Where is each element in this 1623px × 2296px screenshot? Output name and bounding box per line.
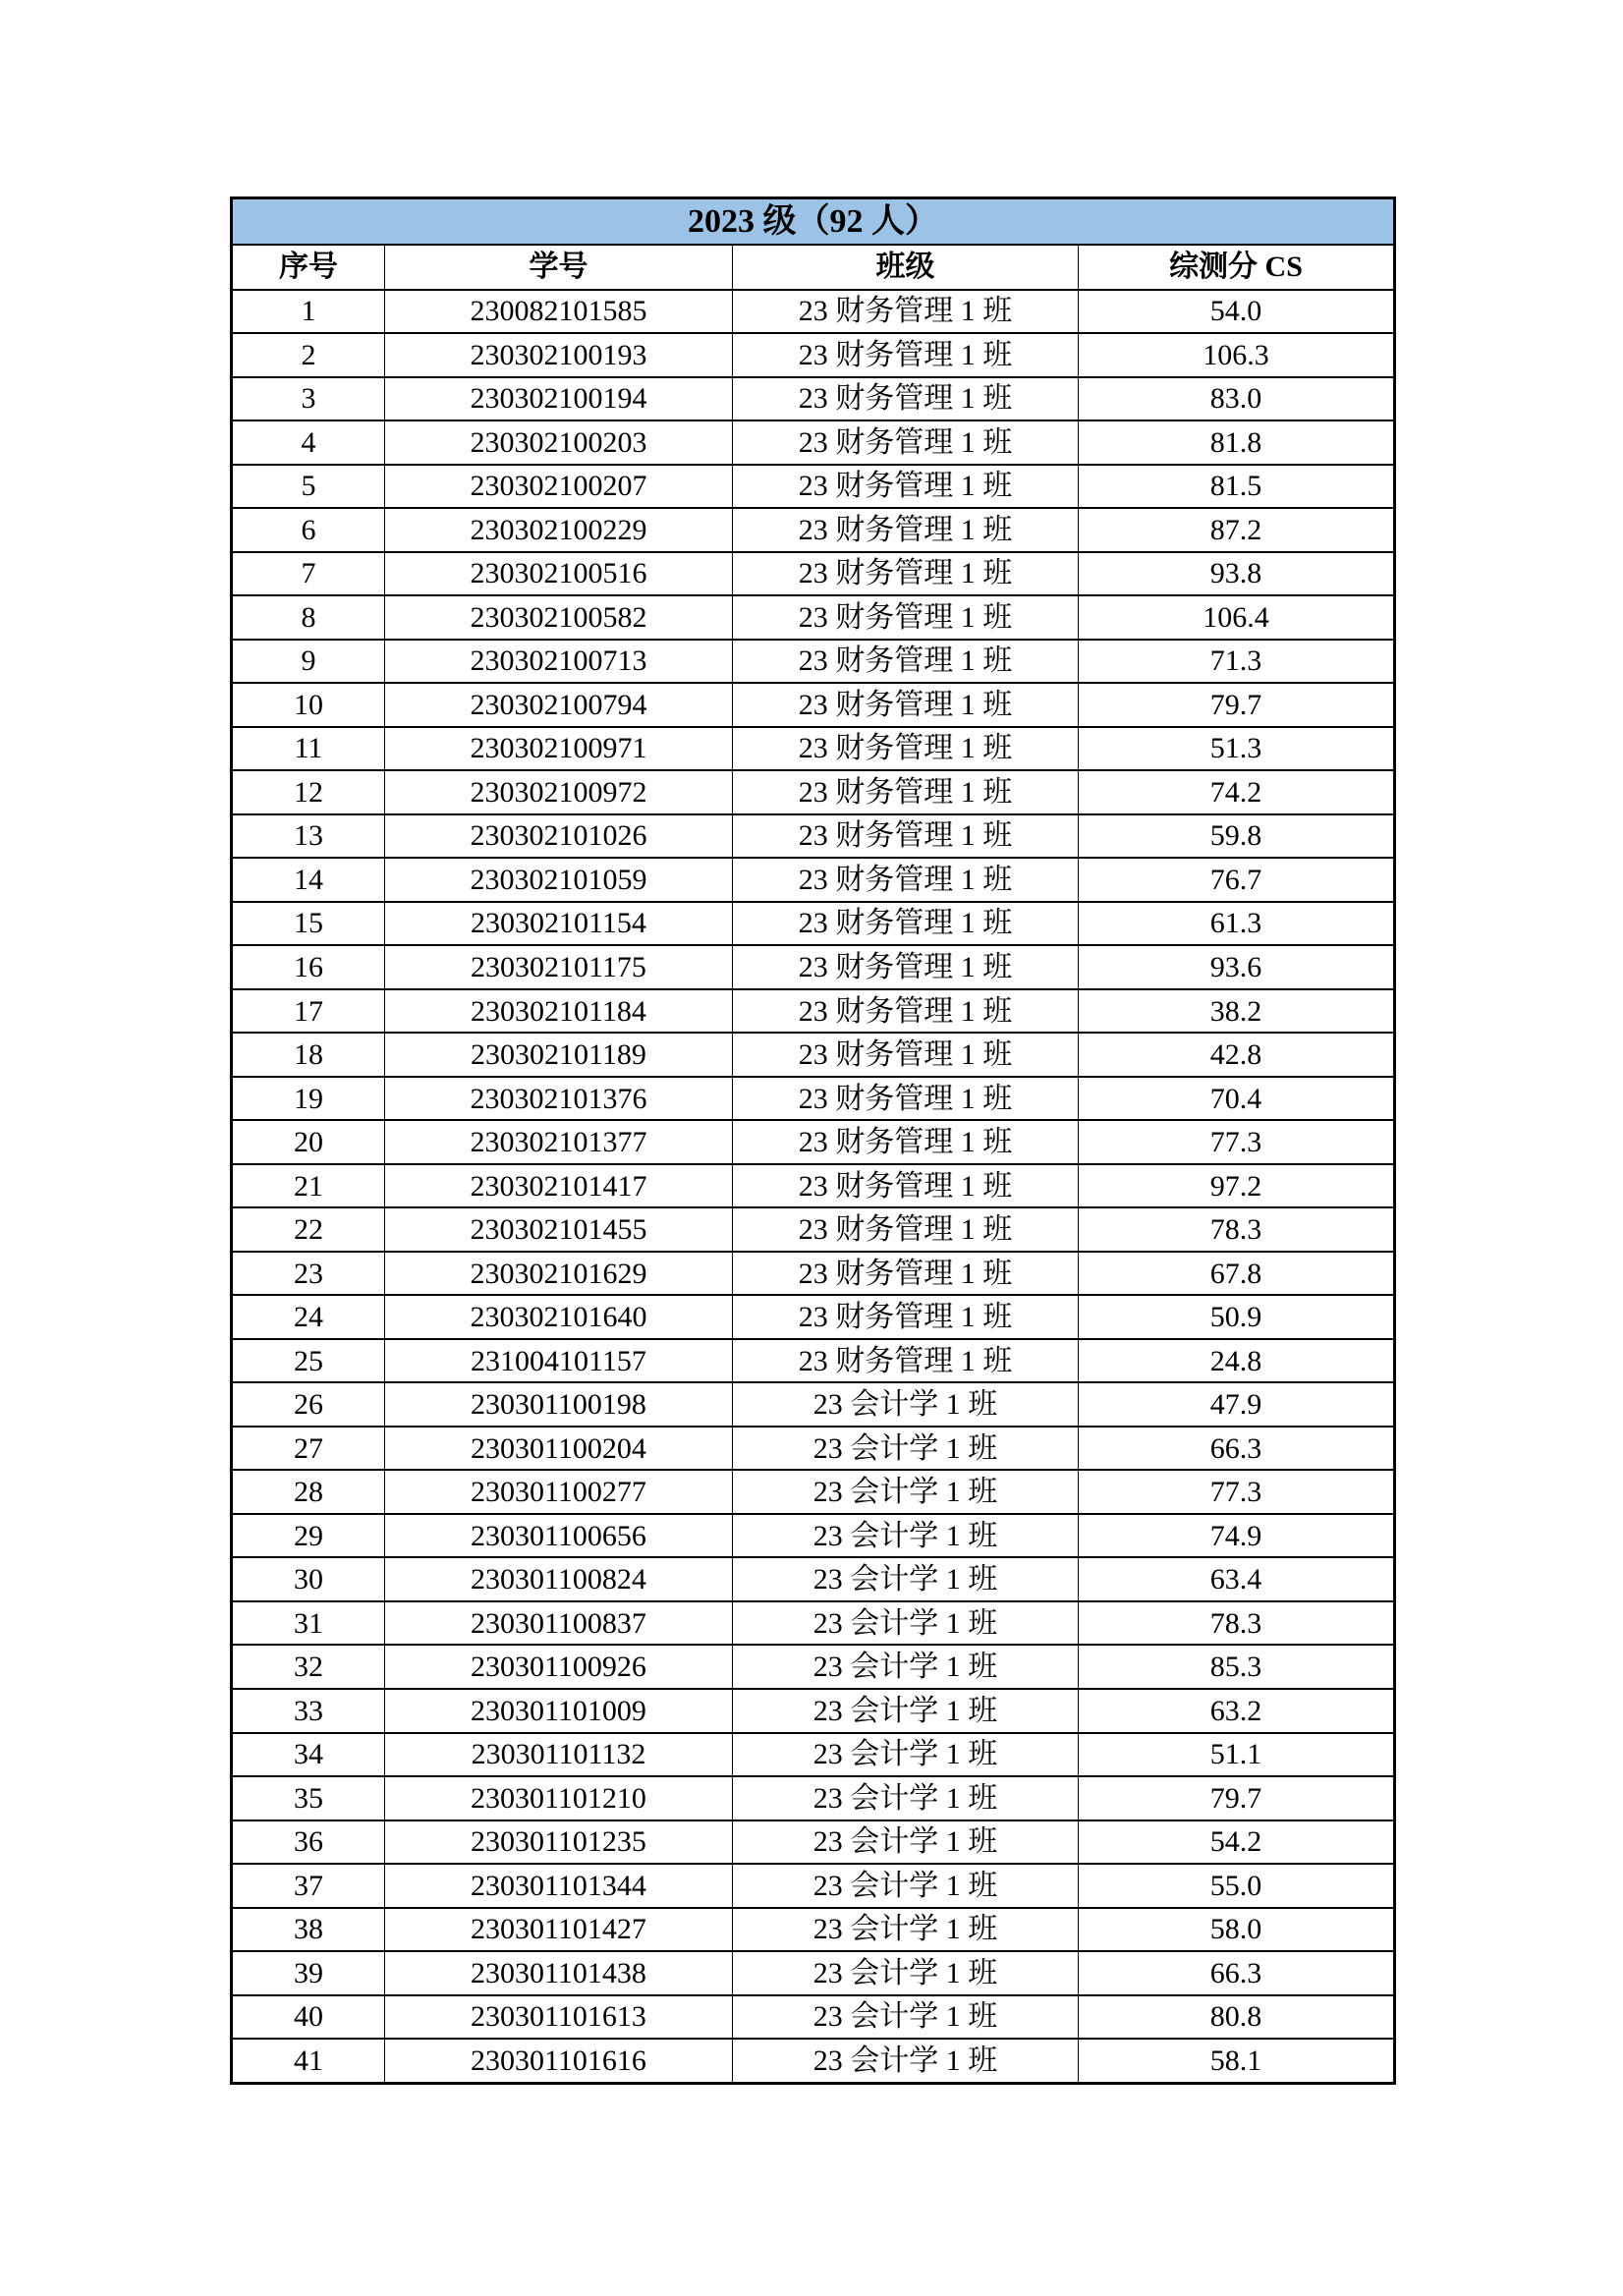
cell-class: 23 财务管理 1 班 (733, 333, 1079, 377)
table-title-row (232, 198, 1395, 245)
table-row (232, 1776, 1395, 1820)
table-row (232, 290, 1395, 334)
cell-student-id: 230302101377 (385, 1120, 733, 1164)
cell-score: 83.0 (1079, 377, 1395, 421)
cell-student-id: 230301101427 (385, 1908, 733, 1952)
cell-score: 63.2 (1079, 1689, 1395, 1733)
table-row (232, 1252, 1395, 1296)
table-row (232, 1601, 1395, 1646)
cell-score: 97.2 (1079, 1164, 1395, 1208)
cell-score: 50.9 (1079, 1295, 1395, 1339)
cell-class: 23 财务管理 1 班 (733, 945, 1079, 989)
cell-score: 77.3 (1079, 1470, 1395, 1514)
cell-index: 37 (232, 1864, 385, 1908)
cell-score: 85.3 (1079, 1645, 1395, 1689)
cell-score: 79.7 (1079, 1776, 1395, 1820)
cell-score: 71.3 (1079, 640, 1395, 684)
cell-class: 23 会计学 1 班 (733, 1601, 1079, 1646)
cell-score: 67.8 (1079, 1252, 1395, 1296)
column-header-index: 序号 (232, 245, 385, 290)
cell-student-id: 230302100229 (385, 508, 733, 552)
cell-index: 9 (232, 640, 385, 684)
table-row (232, 465, 1395, 509)
cell-score: 70.4 (1079, 1077, 1395, 1121)
cell-score: 77.3 (1079, 1120, 1395, 1164)
cell-class: 23 财务管理 1 班 (733, 902, 1079, 946)
cell-class: 23 会计学 1 班 (733, 1820, 1079, 1865)
cell-index: 28 (232, 1470, 385, 1514)
cell-index: 13 (232, 814, 385, 859)
cell-class: 23 财务管理 1 班 (733, 508, 1079, 552)
cell-index: 23 (232, 1252, 385, 1296)
table-row (232, 420, 1395, 465)
cell-index: 31 (232, 1601, 385, 1646)
cell-score: 47.9 (1079, 1382, 1395, 1427)
cell-class: 23 财务管理 1 班 (733, 377, 1079, 421)
cell-score: 78.3 (1079, 1207, 1395, 1252)
cell-class: 23 财务管理 1 班 (733, 1164, 1079, 1208)
cell-score: 106.3 (1079, 333, 1395, 377)
cell-index: 30 (232, 1557, 385, 1601)
cell-index: 4 (232, 420, 385, 465)
cell-score: 58.1 (1079, 2039, 1395, 2083)
cell-class: 23 会计学 1 班 (733, 1470, 1079, 1514)
table-row (232, 508, 1395, 552)
cell-class: 23 会计学 1 班 (733, 2039, 1079, 2083)
table-row (232, 377, 1395, 421)
cell-student-id: 230302101455 (385, 1207, 733, 1252)
table-row (232, 1733, 1395, 1777)
table-row (232, 1295, 1395, 1339)
cell-class: 23 财务管理 1 班 (733, 1207, 1079, 1252)
cell-score: 76.7 (1079, 858, 1395, 902)
table-row (232, 1033, 1395, 1077)
table-row (232, 1427, 1395, 1471)
cell-student-id: 230301100277 (385, 1470, 733, 1514)
cell-student-id: 230302100516 (385, 552, 733, 596)
cell-class: 23 会计学 1 班 (733, 1514, 1079, 1558)
table-row (232, 1645, 1395, 1689)
table-row (232, 858, 1395, 902)
cell-student-id: 230301100204 (385, 1427, 733, 1471)
table-row (232, 2039, 1395, 2083)
cell-student-id: 230301101616 (385, 2039, 733, 2083)
cell-index: 33 (232, 1689, 385, 1733)
cell-index: 19 (232, 1077, 385, 1121)
table-row (232, 727, 1395, 771)
cell-index: 36 (232, 1820, 385, 1865)
table-row (232, 1864, 1395, 1908)
cell-score: 74.9 (1079, 1514, 1395, 1558)
cell-index: 26 (232, 1382, 385, 1427)
cell-score: 87.2 (1079, 508, 1395, 552)
cell-index: 39 (232, 1951, 385, 1995)
cell-class: 23 会计学 1 班 (733, 1864, 1079, 1908)
cell-student-id: 230302101026 (385, 814, 733, 859)
cell-class: 23 财务管理 1 班 (733, 1120, 1079, 1164)
cell-student-id: 230302101154 (385, 902, 733, 946)
cell-student-id: 230302101189 (385, 1033, 733, 1077)
cell-score: 51.3 (1079, 727, 1395, 771)
table-row (232, 595, 1395, 640)
cell-student-id: 230302100207 (385, 465, 733, 509)
cell-score: 55.0 (1079, 1864, 1395, 1908)
cell-index: 11 (232, 727, 385, 771)
cell-class: 23 财务管理 1 班 (733, 1077, 1079, 1121)
column-header-student-id: 学号 (385, 245, 733, 290)
table-row (232, 683, 1395, 727)
cell-class: 23 会计学 1 班 (733, 1689, 1079, 1733)
cell-score: 63.4 (1079, 1557, 1395, 1601)
column-header-score: 综测分 CS (1079, 245, 1395, 290)
table-row (232, 333, 1395, 377)
cell-index: 7 (232, 552, 385, 596)
cell-student-id: 230301100824 (385, 1557, 733, 1601)
cell-score: 58.0 (1079, 1908, 1395, 1952)
cell-score: 61.3 (1079, 902, 1395, 946)
cell-student-id: 230301101235 (385, 1820, 733, 1865)
cell-student-id: 230302100713 (385, 640, 733, 684)
cell-class: 23 财务管理 1 班 (733, 770, 1079, 814)
cell-student-id: 230302100972 (385, 770, 733, 814)
cell-index: 34 (232, 1733, 385, 1777)
cell-student-id: 230302101376 (385, 1077, 733, 1121)
cell-student-id: 230302101640 (385, 1295, 733, 1339)
table-row (232, 1557, 1395, 1601)
table-row (232, 1470, 1395, 1514)
cell-student-id: 230301100656 (385, 1514, 733, 1558)
cell-index: 32 (232, 1645, 385, 1689)
column-header-class: 班级 (733, 245, 1079, 290)
table-row (232, 1164, 1395, 1208)
cell-score: 66.3 (1079, 1427, 1395, 1471)
cell-class: 23 会计学 1 班 (733, 1951, 1079, 1995)
cell-student-id: 230302100203 (385, 420, 733, 465)
cell-score: 59.8 (1079, 814, 1395, 859)
table-title: 2023 级（92 人） (232, 198, 1395, 245)
cell-class: 23 会计学 1 班 (733, 1733, 1079, 1777)
cell-score: 74.2 (1079, 770, 1395, 814)
cell-student-id: 230302101175 (385, 945, 733, 989)
table-row (232, 1951, 1395, 1995)
cell-score: 24.8 (1079, 1339, 1395, 1383)
cell-score: 93.6 (1079, 945, 1395, 989)
cell-score: 81.5 (1079, 465, 1395, 509)
cell-index: 35 (232, 1776, 385, 1820)
cell-class: 23 财务管理 1 班 (733, 1252, 1079, 1296)
table-row (232, 1382, 1395, 1427)
table-row (232, 1908, 1395, 1952)
cell-score: 38.2 (1079, 989, 1395, 1034)
table-row (232, 1077, 1395, 1121)
cell-student-id: 230302101629 (385, 1252, 733, 1296)
cell-index: 29 (232, 1514, 385, 1558)
cell-index: 10 (232, 683, 385, 727)
cell-student-id: 230302100582 (385, 595, 733, 640)
cell-score: 54.2 (1079, 1820, 1395, 1865)
table-header-row (232, 245, 1395, 290)
cell-class: 23 财务管理 1 班 (733, 640, 1079, 684)
cell-index: 21 (232, 1164, 385, 1208)
cell-index: 14 (232, 858, 385, 902)
cell-index: 40 (232, 1995, 385, 2040)
cell-student-id: 230302101059 (385, 858, 733, 902)
cell-student-id: 230082101585 (385, 290, 733, 334)
cell-student-id: 230302100194 (385, 377, 733, 421)
cell-class: 23 会计学 1 班 (733, 1776, 1079, 1820)
cell-index: 5 (232, 465, 385, 509)
table-row (232, 1995, 1395, 2040)
cell-student-id: 231004101157 (385, 1339, 733, 1383)
cell-student-id: 230302101417 (385, 1164, 733, 1208)
cell-index: 1 (232, 290, 385, 334)
table-row (232, 640, 1395, 684)
cell-index: 17 (232, 989, 385, 1034)
cell-class: 23 财务管理 1 班 (733, 1033, 1079, 1077)
cell-score: 79.7 (1079, 683, 1395, 727)
cell-student-id: 230301100198 (385, 1382, 733, 1427)
cell-student-id: 230301101210 (385, 1776, 733, 1820)
cell-student-id: 230301101132 (385, 1733, 733, 1777)
cell-class: 23 财务管理 1 班 (733, 814, 1079, 859)
cell-class: 23 会计学 1 班 (733, 1382, 1079, 1427)
cell-student-id: 230302100794 (385, 683, 733, 727)
cell-score: 106.4 (1079, 595, 1395, 640)
cell-class: 23 会计学 1 班 (733, 1557, 1079, 1601)
cell-index: 16 (232, 945, 385, 989)
cell-student-id: 230301100837 (385, 1601, 733, 1646)
cell-score: 93.8 (1079, 552, 1395, 596)
cell-class: 23 财务管理 1 班 (733, 420, 1079, 465)
cell-index: 24 (232, 1295, 385, 1339)
cell-index: 41 (232, 2039, 385, 2083)
cell-index: 18 (232, 1033, 385, 1077)
table-row (232, 1514, 1395, 1558)
cell-index: 8 (232, 595, 385, 640)
cell-score: 54.0 (1079, 290, 1395, 334)
table-row (232, 945, 1395, 989)
cell-student-id: 230302101184 (385, 989, 733, 1034)
cell-score: 51.1 (1079, 1733, 1395, 1777)
cell-index: 20 (232, 1120, 385, 1164)
table-row (232, 1339, 1395, 1383)
cell-class: 23 财务管理 1 班 (733, 683, 1079, 727)
table-row (232, 770, 1395, 814)
cell-index: 6 (232, 508, 385, 552)
cell-class: 23 财务管理 1 班 (733, 858, 1079, 902)
cell-score: 66.3 (1079, 1951, 1395, 1995)
cell-index: 15 (232, 902, 385, 946)
cell-index: 2 (232, 333, 385, 377)
cell-class: 23 财务管理 1 班 (733, 1339, 1079, 1383)
cell-index: 3 (232, 377, 385, 421)
cell-index: 12 (232, 770, 385, 814)
cell-class: 23 会计学 1 班 (733, 1995, 1079, 2040)
cell-student-id: 230301101613 (385, 1995, 733, 2040)
table-row (232, 1207, 1395, 1252)
cell-class: 23 财务管理 1 班 (733, 595, 1079, 640)
table-row (232, 814, 1395, 859)
table-row (232, 552, 1395, 596)
cell-index: 38 (232, 1908, 385, 1952)
cell-student-id: 230301101009 (385, 1689, 733, 1733)
cell-class: 23 财务管理 1 班 (733, 989, 1079, 1034)
cell-class: 23 财务管理 1 班 (733, 1295, 1079, 1339)
table-row (232, 902, 1395, 946)
cell-class: 23 会计学 1 班 (733, 1427, 1079, 1471)
table-row (232, 989, 1395, 1034)
cell-student-id: 230301100926 (385, 1645, 733, 1689)
cell-class: 23 财务管理 1 班 (733, 290, 1079, 334)
cell-index: 25 (232, 1339, 385, 1383)
cell-score: 42.8 (1079, 1033, 1395, 1077)
cell-student-id: 230302100193 (385, 333, 733, 377)
cell-class: 23 会计学 1 班 (733, 1908, 1079, 1952)
cell-score: 81.8 (1079, 420, 1395, 465)
cell-student-id: 230301101344 (385, 1864, 733, 1908)
table-row (232, 1120, 1395, 1164)
scores-table (230, 196, 1396, 2085)
table-row (232, 1689, 1395, 1733)
cell-class: 23 财务管理 1 班 (733, 727, 1079, 771)
cell-score: 80.8 (1079, 1995, 1395, 2040)
table-row (232, 1820, 1395, 1865)
cell-student-id: 230301101438 (385, 1951, 733, 1995)
cell-index: 22 (232, 1207, 385, 1252)
cell-class: 23 会计学 1 班 (733, 1645, 1079, 1689)
cell-score: 78.3 (1079, 1601, 1395, 1646)
cell-index: 27 (232, 1427, 385, 1471)
cell-class: 23 财务管理 1 班 (733, 552, 1079, 596)
cell-class: 23 财务管理 1 班 (733, 465, 1079, 509)
cell-student-id: 230302100971 (385, 727, 733, 771)
